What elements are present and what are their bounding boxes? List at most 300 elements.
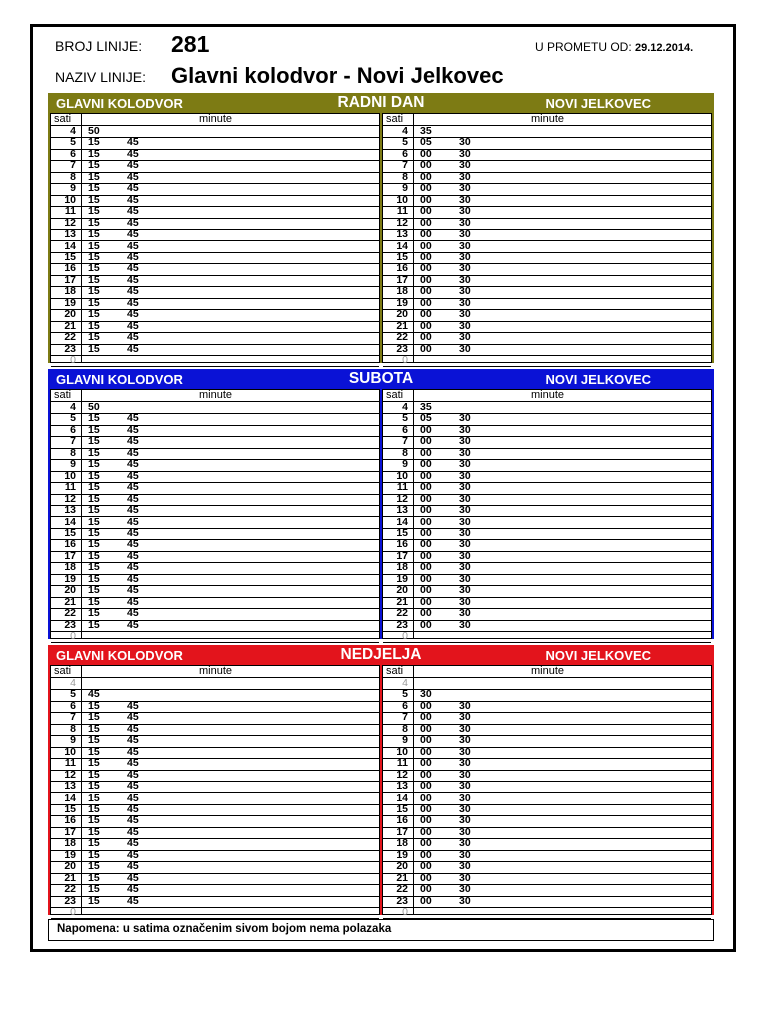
day-type: SUBOTA [348, 370, 414, 387]
hour-cell: 9 [70, 182, 76, 195]
minute-cell: 00 [420, 458, 432, 471]
hour-cell: 4 [70, 677, 76, 689]
hour-cell: 15 [396, 802, 408, 815]
hour-cell: 15 [396, 526, 408, 539]
hour-cell: 20 [396, 860, 408, 873]
minute-cell: 00 [420, 423, 432, 436]
minute-cell: 45 [127, 618, 139, 631]
hour-column-header: sati [386, 113, 404, 125]
hour-cell: 20 [396, 584, 408, 597]
note: Napomena: u satima označenim sivom bojom nema polazaka [48, 919, 714, 941]
hour-cell: 13 [64, 504, 76, 517]
minute-cell: 30 [459, 883, 471, 896]
hour-cell: 13 [64, 780, 76, 793]
hour-cell: 7 [70, 435, 76, 448]
minute-cell: 30 [459, 147, 471, 160]
minute-cell: 00 [420, 296, 432, 309]
minute-cell: 00 [420, 504, 432, 517]
minute-cell: 30 [459, 860, 471, 873]
minute-cell: 15 [88, 584, 100, 597]
hour-cell: 0 [70, 354, 76, 366]
minute-cell: 45 [127, 780, 139, 793]
minute-cell: 15 [88, 883, 100, 896]
minute-cell: 45 [127, 216, 139, 229]
minute-cell: 30 [459, 780, 471, 793]
minute-cell: 15 [88, 894, 100, 907]
minute-cell: 15 [88, 618, 100, 631]
minute-cell: 00 [420, 492, 432, 505]
minute-cell: 30 [459, 572, 471, 585]
minute-cell: 15 [88, 342, 100, 355]
hour-cell: 19 [396, 296, 408, 309]
hour-cell: 13 [396, 780, 408, 793]
hour-cell: 12 [64, 768, 76, 781]
minute-cell: 45 [88, 688, 100, 701]
minute-cell: 30 [459, 802, 471, 815]
hour-cell: 10 [396, 745, 408, 758]
minute-cell: 30 [459, 228, 471, 241]
hour-cell: 14 [396, 239, 408, 252]
minute-cell: 15 [88, 837, 100, 850]
minute-cell: 15 [88, 423, 100, 436]
minute-cell: 00 [420, 871, 432, 884]
hour-cell: 17 [64, 825, 76, 838]
departures-from-glavni-kolodvor [50, 389, 380, 642]
hour-cell: 5 [70, 412, 76, 425]
minute-cell: 45 [127, 699, 139, 712]
minute-cell: 15 [88, 515, 100, 528]
minute-cell: 50 [88, 125, 100, 137]
minute-cell: 45 [127, 435, 139, 448]
minute-cell: 45 [127, 802, 139, 815]
minute-cell: 30 [459, 435, 471, 448]
minute-cell: 45 [127, 825, 139, 838]
minute-cell: 00 [420, 618, 432, 631]
hour-cell: 4 [70, 125, 76, 137]
minute-cell: 30 [459, 526, 471, 539]
hour-cell: 18 [396, 837, 408, 850]
hour-cell: 11 [396, 757, 408, 770]
hour-cell: 5 [402, 412, 408, 425]
minute-cell: 30 [459, 595, 471, 608]
minute-column-header: minute [199, 389, 233, 401]
minute-cell: 00 [420, 802, 432, 815]
hour-cell: 11 [396, 481, 408, 494]
minute-cell: 30 [459, 412, 471, 425]
minute-cell: 45 [127, 791, 139, 804]
minute-cell: 45 [127, 205, 139, 218]
minute-cell: 30 [459, 561, 471, 574]
hour-cell: 22 [64, 883, 76, 896]
hour-cell: 15 [64, 802, 76, 815]
minute-cell: 00 [420, 825, 432, 838]
right-terminal: NOVI JELKOVEC [545, 372, 651, 387]
minute-cell: 45 [127, 894, 139, 907]
table-row [51, 907, 379, 919]
minute-cell: 45 [127, 469, 139, 482]
hour-cell: 11 [64, 205, 76, 218]
minute-cell: 15 [88, 814, 100, 827]
hour-cell: 21 [396, 595, 408, 608]
hour-cell: 13 [396, 504, 408, 517]
hour-cell: 10 [64, 469, 76, 482]
minute-cell: 45 [127, 285, 139, 298]
minute-cell: 30 [459, 285, 471, 298]
minute-cell: 15 [88, 136, 100, 149]
minute-cell: 15 [88, 159, 100, 172]
hour-cell: 0 [402, 354, 408, 366]
minute-cell: 00 [420, 768, 432, 781]
hour-cell: 12 [396, 216, 408, 229]
hour-cell: 22 [396, 331, 408, 344]
hour-cell: 17 [64, 273, 76, 286]
minute-cell: 00 [420, 262, 432, 275]
minute-cell: 15 [88, 331, 100, 344]
hour-cell: 9 [402, 458, 408, 471]
table-header [383, 390, 711, 402]
minute-cell: 35 [420, 125, 432, 137]
minute-cell: 30 [459, 791, 471, 804]
hour-cell: 5 [70, 688, 76, 701]
hour-cell: 21 [64, 871, 76, 884]
hour-cell: 8 [402, 446, 408, 459]
hour-cell: 9 [402, 734, 408, 747]
minute-cell: 00 [420, 435, 432, 448]
minute-cell: 15 [88, 595, 100, 608]
hour-cell: 15 [64, 526, 76, 539]
minute-cell: 15 [88, 768, 100, 781]
minute-cell: 00 [420, 273, 432, 286]
minute-cell: 15 [88, 193, 100, 206]
minute-cell: 00 [420, 607, 432, 620]
hour-cell: 21 [396, 871, 408, 884]
hour-column-header: sati [54, 113, 72, 125]
hour-column-header: sati [54, 389, 72, 401]
minute-cell: 00 [420, 319, 432, 332]
table-header [51, 666, 379, 678]
minute-cell: 30 [459, 538, 471, 551]
minute-cell: 00 [420, 549, 432, 562]
hour-cell: 18 [396, 561, 408, 574]
table-header [383, 666, 711, 678]
hour-cell: 16 [64, 538, 76, 551]
hour-cell: 5 [402, 136, 408, 149]
minute-cell: 00 [420, 780, 432, 793]
minute-cell: 30 [459, 481, 471, 494]
hour-cell: 10 [64, 193, 76, 206]
minute-cell: 15 [88, 561, 100, 574]
hour-cell: 5 [402, 688, 408, 701]
minute-cell: 00 [420, 469, 432, 482]
minute-cell: 15 [88, 170, 100, 183]
hour-column-header: sati [386, 665, 404, 677]
minute-cell: 15 [88, 182, 100, 195]
hour-cell: 7 [402, 711, 408, 724]
line-name: Glavni kolodvor - Novi Jelkovec [171, 63, 504, 88]
table-row [383, 631, 711, 643]
minute-cell: 00 [420, 250, 432, 263]
minute-cell: 00 [420, 446, 432, 459]
hour-column-header: sati [54, 665, 72, 677]
minute-cell: 15 [88, 492, 100, 505]
minute-cell: 45 [127, 572, 139, 585]
minute-cell: 00 [420, 239, 432, 252]
hour-cell: 4 [402, 401, 408, 413]
minute-cell: 15 [88, 526, 100, 539]
minute-cell: 00 [420, 159, 432, 172]
hour-cell: 12 [396, 768, 408, 781]
minute-cell: 15 [88, 435, 100, 448]
minute-cell: 15 [88, 504, 100, 517]
minute-cell: 30 [459, 296, 471, 309]
minute-cell: 45 [127, 239, 139, 252]
day-type: NEDJELJA [340, 646, 422, 663]
hour-column-header: sati [386, 389, 404, 401]
hour-cell: 23 [64, 342, 76, 355]
hour-cell: 23 [396, 894, 408, 907]
section-nedjelja [48, 645, 714, 918]
hour-cell: 22 [396, 607, 408, 620]
minute-cell: 30 [459, 216, 471, 229]
in-service-date: 29.12.2014. [635, 42, 694, 54]
hour-cell: 23 [64, 894, 76, 907]
minute-cell: 00 [420, 837, 432, 850]
minute-cell: 30 [459, 768, 471, 781]
hour-cell: 11 [64, 757, 76, 770]
minute-cell: 15 [88, 319, 100, 332]
hour-cell: 6 [70, 423, 76, 436]
hour-cell: 11 [64, 481, 76, 494]
minute-cell: 30 [459, 182, 471, 195]
minute-cell: 30 [459, 722, 471, 735]
minute-cell: 45 [127, 883, 139, 896]
hour-cell: 14 [64, 791, 76, 804]
minute-cell: 30 [459, 423, 471, 436]
minute-cell: 30 [459, 446, 471, 459]
hour-cell: 11 [396, 205, 408, 218]
minute-cell: 30 [459, 618, 471, 631]
minute-cell: 00 [420, 170, 432, 183]
minute-cell: 45 [127, 412, 139, 425]
minute-cell: 00 [420, 848, 432, 861]
minute-cell: 15 [88, 458, 100, 471]
minute-cell: 00 [420, 699, 432, 712]
minute-cell: 00 [420, 791, 432, 804]
in-service-label: U PROMETU OD: [535, 40, 632, 54]
line-name-label: NAZIV LINIJE: [55, 69, 147, 85]
minute-cell: 15 [88, 791, 100, 804]
departures-from-novi-jelkovec [382, 665, 712, 918]
minute-cell: 00 [420, 572, 432, 585]
hour-cell: 0 [402, 906, 408, 918]
hour-cell: 15 [64, 250, 76, 263]
hour-cell: 21 [396, 319, 408, 332]
minute-cell: 00 [420, 526, 432, 539]
hour-cell: 18 [64, 837, 76, 850]
hour-cell: 8 [70, 722, 76, 735]
minute-cell: 15 [88, 871, 100, 884]
minute-cell: 45 [127, 768, 139, 781]
hour-cell: 5 [70, 136, 76, 149]
minute-cell: 45 [127, 458, 139, 471]
hour-cell: 19 [64, 296, 76, 309]
minute-cell: 45 [127, 837, 139, 850]
hour-cell: 14 [64, 515, 76, 528]
minute-cell: 00 [420, 228, 432, 241]
hour-cell: 9 [402, 182, 408, 195]
hour-cell: 6 [70, 147, 76, 160]
hour-cell: 19 [396, 848, 408, 861]
minute-cell: 45 [127, 757, 139, 770]
hour-cell: 17 [396, 549, 408, 562]
hour-cell: 0 [70, 906, 76, 918]
minute-cell: 30 [459, 607, 471, 620]
hour-cell: 12 [64, 492, 76, 505]
minute-cell: 30 [459, 549, 471, 562]
minute-cell: 00 [420, 814, 432, 827]
minute-cell: 45 [127, 147, 139, 160]
minute-cell: 45 [127, 331, 139, 344]
minute-column-header: minute [531, 665, 565, 677]
hour-cell: 4 [70, 401, 76, 413]
hour-cell: 8 [70, 170, 76, 183]
minute-cell: 45 [127, 549, 139, 562]
minute-column-header: minute [199, 113, 233, 125]
hour-cell: 17 [396, 825, 408, 838]
table-row [51, 631, 379, 643]
departures-from-glavni-kolodvor [50, 113, 380, 366]
hour-cell: 18 [64, 561, 76, 574]
minute-cell: 45 [127, 308, 139, 321]
minute-cell: 05 [420, 412, 432, 425]
hour-cell: 12 [64, 216, 76, 229]
minute-cell: 15 [88, 481, 100, 494]
hour-cell: 6 [402, 699, 408, 712]
hour-cell: 0 [70, 630, 76, 642]
hour-cell: 16 [64, 262, 76, 275]
hour-cell: 23 [64, 618, 76, 631]
minute-cell: 45 [127, 526, 139, 539]
minute-cell: 00 [420, 193, 432, 206]
hour-cell: 6 [402, 147, 408, 160]
minute-cell: 15 [88, 446, 100, 459]
minute-cell: 30 [459, 159, 471, 172]
table-row [51, 355, 379, 367]
hour-cell: 19 [396, 572, 408, 585]
minute-cell: 15 [88, 228, 100, 241]
minute-cell: 30 [459, 711, 471, 724]
hour-cell: 7 [70, 711, 76, 724]
right-terminal: NOVI JELKOVEC [545, 648, 651, 663]
minute-column-header: minute [199, 665, 233, 677]
minute-cell: 00 [420, 734, 432, 747]
minute-cell: 15 [88, 802, 100, 815]
minute-cell: 30 [459, 757, 471, 770]
minute-cell: 30 [459, 193, 471, 206]
minute-cell: 45 [127, 446, 139, 459]
hour-cell: 10 [396, 469, 408, 482]
minute-cell: 15 [88, 549, 100, 562]
hour-cell: 16 [396, 814, 408, 827]
hour-cell: 22 [64, 607, 76, 620]
hour-cell: 20 [396, 308, 408, 321]
departures-from-novi-jelkovec [382, 389, 712, 642]
hour-cell: 4 [402, 125, 408, 137]
minute-cell: 15 [88, 412, 100, 425]
minute-cell: 00 [420, 182, 432, 195]
minute-cell: 45 [127, 250, 139, 263]
hour-cell: 14 [64, 239, 76, 252]
minute-cell: 15 [88, 469, 100, 482]
minute-cell: 30 [459, 814, 471, 827]
hour-cell: 7 [70, 159, 76, 172]
hour-cell: 14 [396, 791, 408, 804]
minute-cell: 45 [127, 182, 139, 195]
minute-cell: 30 [459, 699, 471, 712]
minute-cell: 30 [459, 825, 471, 838]
in-service [535, 40, 693, 54]
hour-cell: 13 [396, 228, 408, 241]
minute-cell: 45 [127, 159, 139, 172]
minute-cell: 45 [127, 722, 139, 735]
minute-cell: 30 [459, 262, 471, 275]
minute-cell: 45 [127, 273, 139, 286]
minute-cell: 15 [88, 745, 100, 758]
hour-cell: 16 [396, 538, 408, 551]
minute-cell: 00 [420, 894, 432, 907]
minute-cell: 45 [127, 515, 139, 528]
minute-column-header: minute [531, 113, 565, 125]
minute-cell: 45 [127, 481, 139, 494]
minute-cell: 45 [127, 607, 139, 620]
minute-cell: 15 [88, 205, 100, 218]
line-number-label: BROJ LINIJE: [55, 38, 143, 54]
timetable-page [30, 24, 736, 952]
table-header [383, 114, 711, 126]
minute-cell: 15 [88, 780, 100, 793]
minute-cell: 05 [420, 136, 432, 149]
hour-cell: 23 [396, 342, 408, 355]
hour-cell: 21 [64, 319, 76, 332]
minute-cell: 30 [459, 734, 471, 747]
hour-cell: 8 [402, 170, 408, 183]
minute-cell: 00 [420, 745, 432, 758]
hour-cell: 12 [396, 492, 408, 505]
minute-cell: 30 [459, 308, 471, 321]
minute-cell: 15 [88, 607, 100, 620]
hour-cell: 7 [402, 435, 408, 448]
minute-cell: 45 [127, 423, 139, 436]
minute-cell: 15 [88, 538, 100, 551]
hour-cell: 22 [396, 883, 408, 896]
minute-cell: 00 [420, 883, 432, 896]
minute-cell: 00 [420, 481, 432, 494]
minute-cell: 15 [88, 757, 100, 770]
minute-cell: 00 [420, 584, 432, 597]
hour-cell: 18 [396, 285, 408, 298]
minute-cell: 45 [127, 319, 139, 332]
minute-cell: 45 [127, 860, 139, 873]
right-terminal: NOVI JELKOVEC [545, 96, 651, 111]
minute-cell: 00 [420, 711, 432, 724]
hour-cell: 6 [402, 423, 408, 436]
minute-cell: 00 [420, 561, 432, 574]
hour-cell: 23 [396, 618, 408, 631]
table-row [383, 907, 711, 919]
hour-cell: 10 [64, 745, 76, 758]
minute-cell: 00 [420, 205, 432, 218]
minute-cell: 15 [88, 262, 100, 275]
